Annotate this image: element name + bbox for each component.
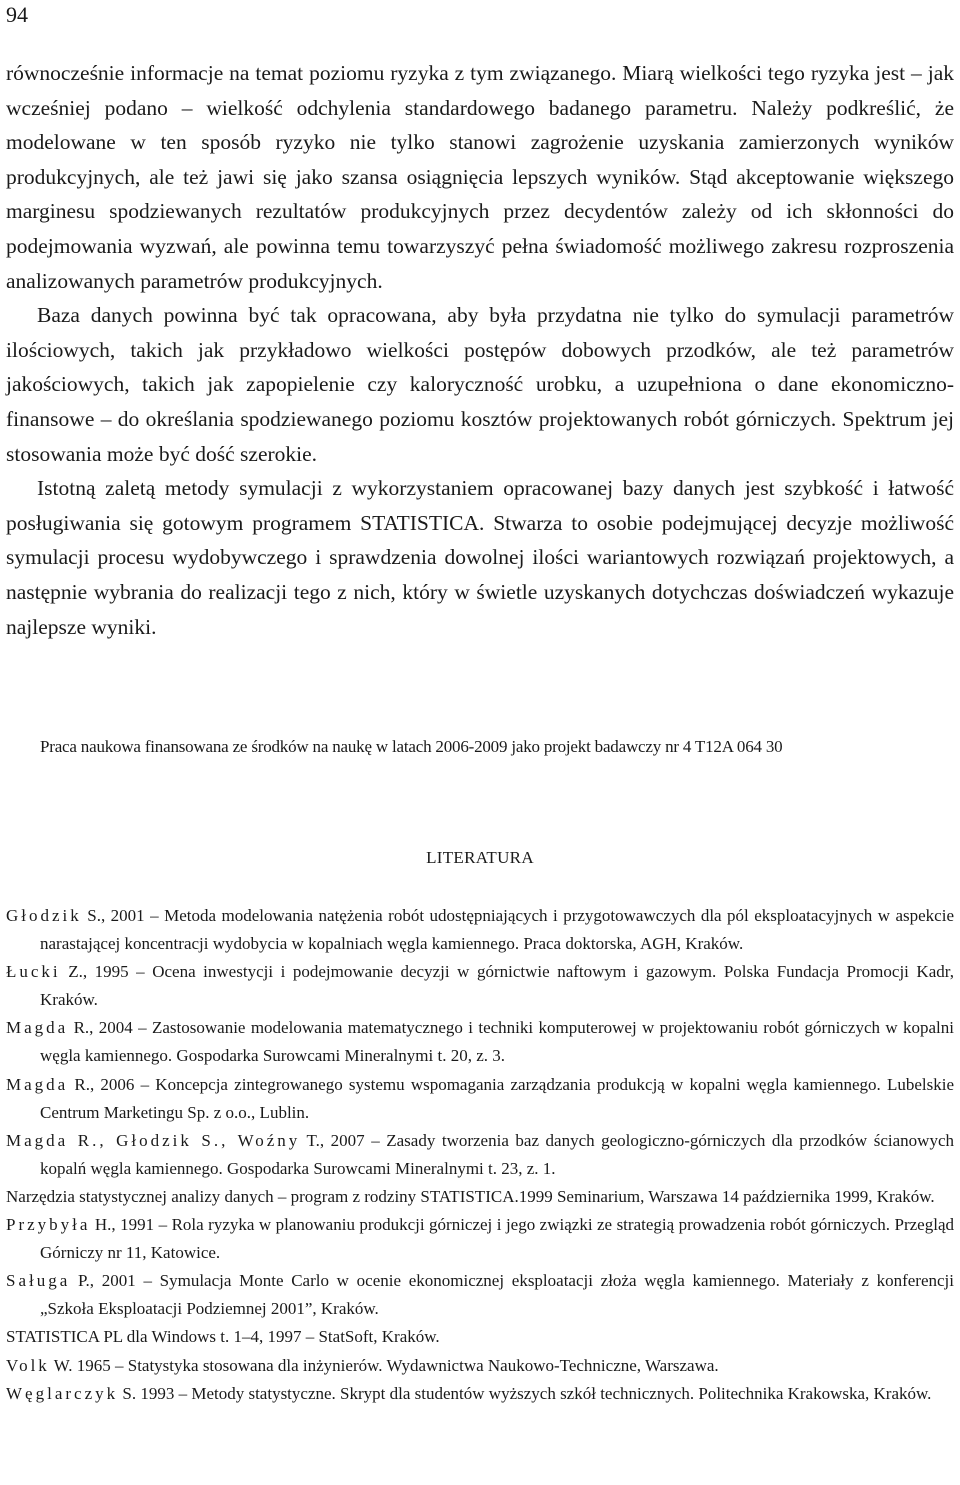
reference-item <box>6 958 954 1014</box>
reference-item <box>6 902 954 958</box>
funding-note: Praca naukowa finansowana ze środków na naukę w latach 2006-2009 jako projekt badawczy nr 4 T12A 064 30 <box>40 737 783 756</box>
reference-text: S. 1993 – Metody statystyczne. Skrypt dla studentów wyższych szkół technicznych. Politechnika Krakowska, Kraków. <box>118 1383 932 1403</box>
reference-text: Narzędzia statystycznej analizy danych – program z rodziny STATISTICA.1999 Seminarium, Warszawa 14 października 1999, Kraków. <box>6 1186 935 1206</box>
reference-author: Głodzik <box>6 906 82 925</box>
reference-text: STATISTICA PL dla Windows t. 1–4, 1997 – StatSoft, Kraków. <box>6 1327 440 1347</box>
reference-author: Przybyła <box>6 1215 91 1235</box>
reference-text: H., 1991 – Rola ryzyka w planowaniu produkcji górniczej i jego związki ze strategią prowadzenia robót górniczych. Przegląd Górniczy nr 11, Katowice. <box>40 1215 954 1263</box>
reference-author: Volk <box>6 1355 50 1375</box>
body-paragraph: Baza danych powinna być tak opracowana, aby była przydatna nie tylko do symulacji parametrów ilościowych, takich jak przykładowo wielkości postępów dobowych przodków, ale też parametrów jakościowych, takich jak zapopielenie czy kaloryczność urobku, a uzupełniona o dane ekonomiczno-finansowe – do określania spodziewanego poziomu kosztów projektowanych robót górniczych. Spektrum jej stosowania może być dość szerokie. <box>6 303 954 466</box>
body-text <box>6 56 954 644</box>
reference-text: R., 2004 – Zastosowanie modelowania matematycznego i techniki komputerowej w projektowaniu robót górniczych w kopalni węgla kamiennego. Gospodarka Surowcami Mineralnymi t. 20, z. 3. <box>40 1018 954 1066</box>
reference-author: Łucki <box>6 962 61 982</box>
reference-item <box>6 1071 954 1127</box>
reference-item <box>6 1323 954 1351</box>
reference-item <box>6 1183 954 1211</box>
reference-item <box>6 1352 954 1380</box>
reference-text: W. 1965 – Statystyka stosowana dla inżynierów. Wydawnictwa Naukowo-Techniczne, Warszawa. <box>49 1355 719 1375</box>
reference-item <box>6 1014 954 1070</box>
reference-text: S., 2001 – Metoda modelowania natężenia robót udostępniających i przygotowawczych dla pól eksploatacyjnych w aspekcie narastającej koncentracji wydobycia w kopalniach węgla kamiennego. Praca doktorska, AGH, Kraków. <box>40 906 954 954</box>
reference-author: Magda R., Głodzik S., Woźny <box>6 1130 301 1150</box>
reference-item <box>6 1127 954 1183</box>
reference-author: Magda <box>6 1018 69 1038</box>
reference-author: Saługa <box>6 1271 71 1291</box>
reference-text: P., 2001 – Symulacja Monte Carlo w ocenie ekonomicznej eksploatacji złoża węgla kamiennego. Materiały z konferencji „Szkoła Eksploatacji Podziemnej 2001”, Kraków. <box>40 1271 954 1319</box>
literature-heading: LITERATURA <box>426 848 534 867</box>
body-paragraph: Istotną zaletą metody symulacji z wykorzystaniem opracowanej bazy danych jest szybkość i łatwość posługiwania się gotowym programem STATISTICA. Stwarza to osobie podejmującej decyzje możliwość symulacji procesu wydobywczego i sprawdzenia dowolnej ilości wariantowych rozwiązań projektowych, a następnie wybrania do realizacji tego z nich, który w świetle uzyskanych dotychczas doświadczeń wykazuje najlepsze wyniki. <box>6 476 954 639</box>
reference-author: Węglarczyk <box>6 1383 119 1403</box>
reference-item <box>6 1211 954 1267</box>
reference-author: Magda <box>6 1074 69 1094</box>
reference-text: T., 2007 – Zasady tworzenia baz danych geologiczno-górniczych dla przodków ścianowych kopalń węgla kamiennego. Gospodarka Surowcami Mineralnymi t. 23, z. 1. <box>40 1130 954 1178</box>
reference-item <box>6 1380 954 1408</box>
reference-list <box>6 902 954 1408</box>
reference-item <box>6 1267 954 1323</box>
reference-text: Z., 1995 – Ocena inwestycji i podejmowanie decyzji w górnictwie naftowym i gazowym. Polska Fundacja Promocji Kadr, Kraków. <box>40 962 954 1010</box>
reference-text: R., 2006 – Koncepcja zintegrowanego systemu wspomagania zarządzania produkcją w kopalni węgla kamiennego. Lubelskie Centrum Marketingu Sp. z o.o., Lublin. <box>40 1074 954 1122</box>
page-number: 94 <box>6 2 28 27</box>
body-paragraph: równocześnie informacje na temat poziomu ryzyka z tym związanego. Miarą wielkości tego ryzyka jest – jak wcześniej podano – wielkość odchylenia standardowego badanego parametru. Należy podkreślić, że modelowane w ten sposób ryzyko nie tylko stanowi zagrożenie uzyskania zamierzonych wyników produkcyjnych, ale też jawi się jako szansa osiągnięcia lepszych wyników. Stąd akceptowanie większego marginesu spodziewanych rezultatów produkcyjnych przez decydentów zależy od ich skłonności do podejmowania wyzwań, ale powinna temu towarzyszyć pełna świadomość możliwego zakresu rozproszenia analizowanych parametrów produkcyjnych. <box>6 61 954 293</box>
